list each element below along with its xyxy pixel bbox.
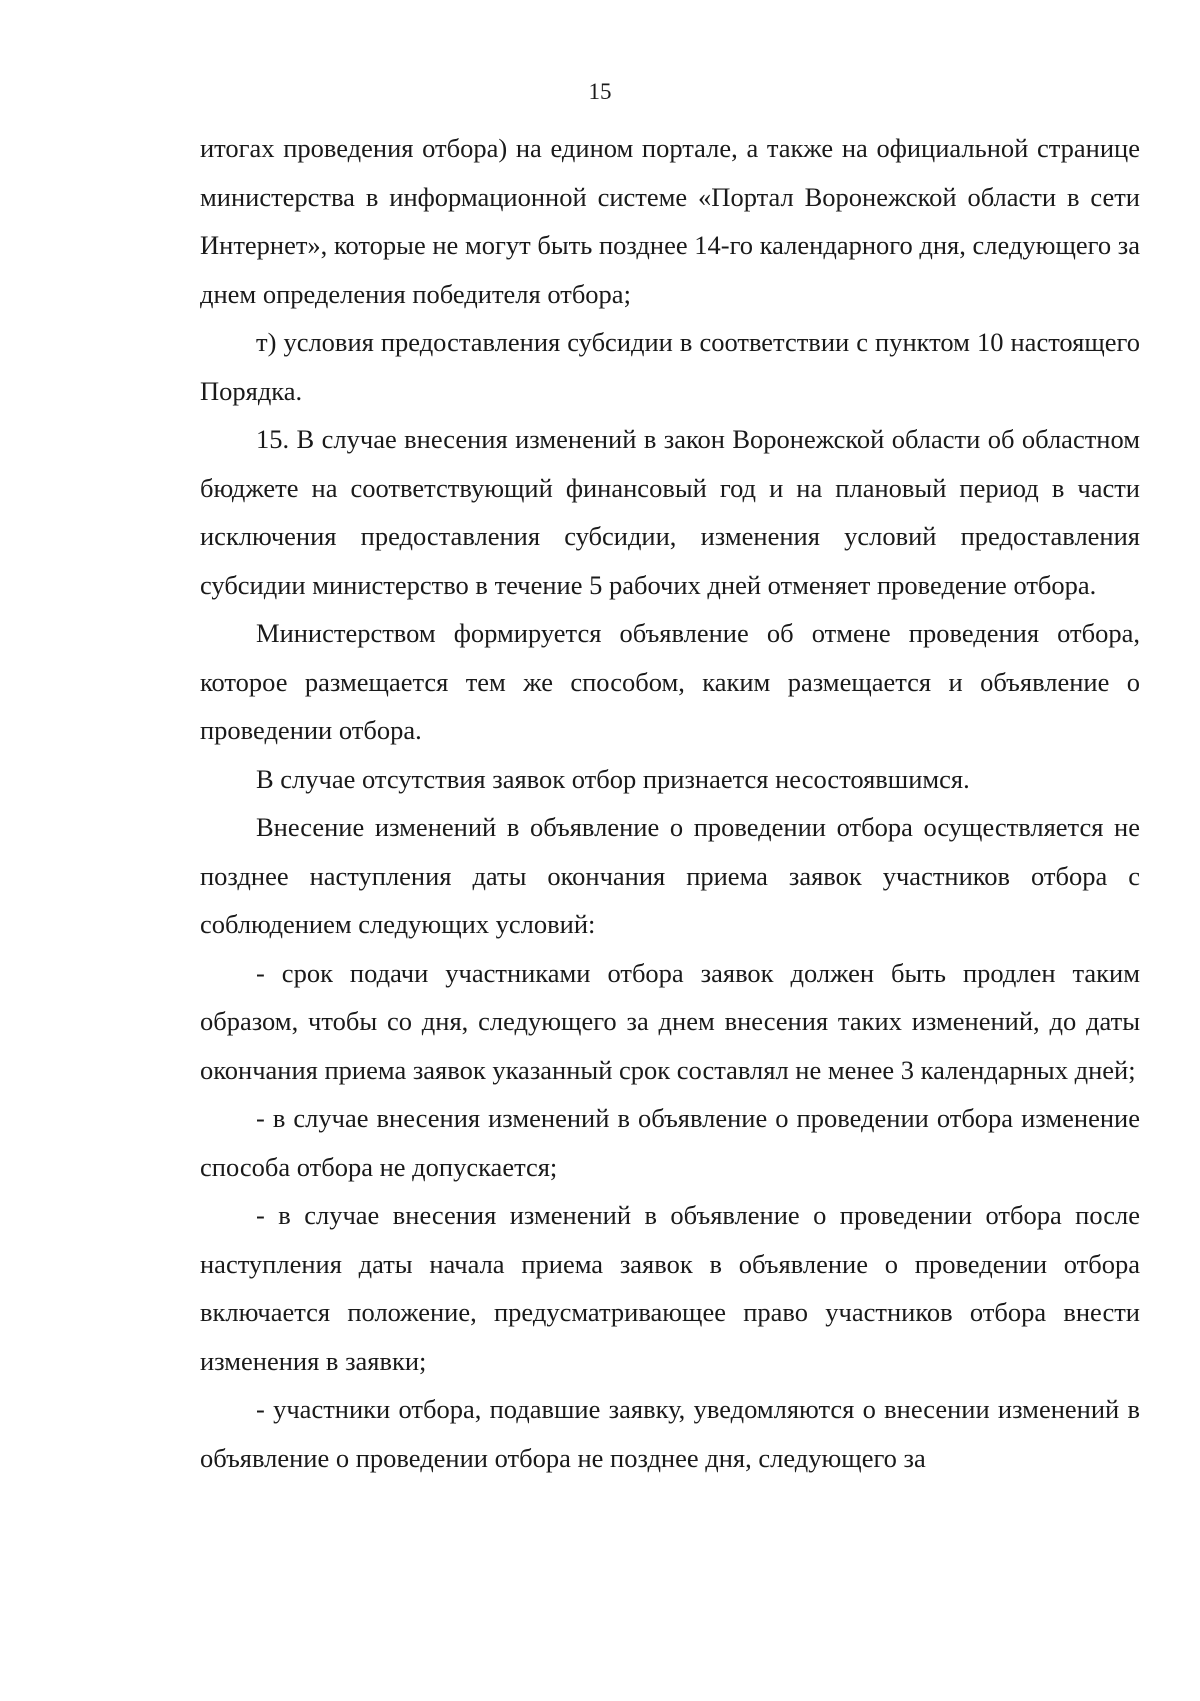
paragraph-continuation: итогах проведения отбора) на едином портале, а также на официальной странице министерства в информационной системе «Портал Воронежской области в сети Интернет», которые не могут быть позднее 14-го календарного дня, следующего за днем определения победителя отбора; [200,133,1140,309]
paragraph-cancel-announcement: Министерством формируется объявление об отмене проведения отбора, которое размещается тем же способом, каким размещается и объявление о проведении отбора. [200,618,1140,745]
paragraph-condition-1: - срок подачи участниками отбора заявок должен быть продлен таким образом, чтобы со дня, следующего за днем внесения таких изменений, до даты окончания приема заявок указанный срок составлял не менее 3 календарных дней; [200,957,1140,1085]
paragraph-no-applications: В случае отсутствия заявок отбор признается несостоявшимся. [256,763,970,794]
paragraph-item-t: т) условия предоставления субсидии в соответствии с пунктом 10 настоящего Порядка. [200,327,1140,406]
paragraph-changes-intro: Внесение изменений в объявление о проведении отбора осуществляется не позднее наступления даты окончания приема заявок участников отбора с соблюдением следующих условий: [200,812,1140,939]
document-body [200,124,1140,1482]
paragraph-item-15: 15. В случае внесения изменений в закон Воронежской области об областном бюджете на соответствующий финансовый год и на плановый период в части исключения предоставления субсидии, изменения условий предоставления субсидии министерство в течение 5 рабочих дней отменяет проведение отбора. [200,424,1140,600]
paragraph-condition-2: - в случае внесения изменений в объявление о проведении отбора изменение способа отбора не допускается; [200,1103,1140,1182]
page-number: 15 [588,79,612,104]
paragraph-condition-3: - в случае внесения изменений в объявление о проведении отбора после наступления даты начала приема заявок в объявление о проведении отбора включается положение, предусматривающее право участников отбора внести изменения в заявки; [200,1200,1140,1376]
paragraph-condition-4: - участники отбора, подавшие заявку, уведомляются о внесении изменений в объявление о проведении отбора не позднее дня, следующего за [200,1394,1140,1473]
